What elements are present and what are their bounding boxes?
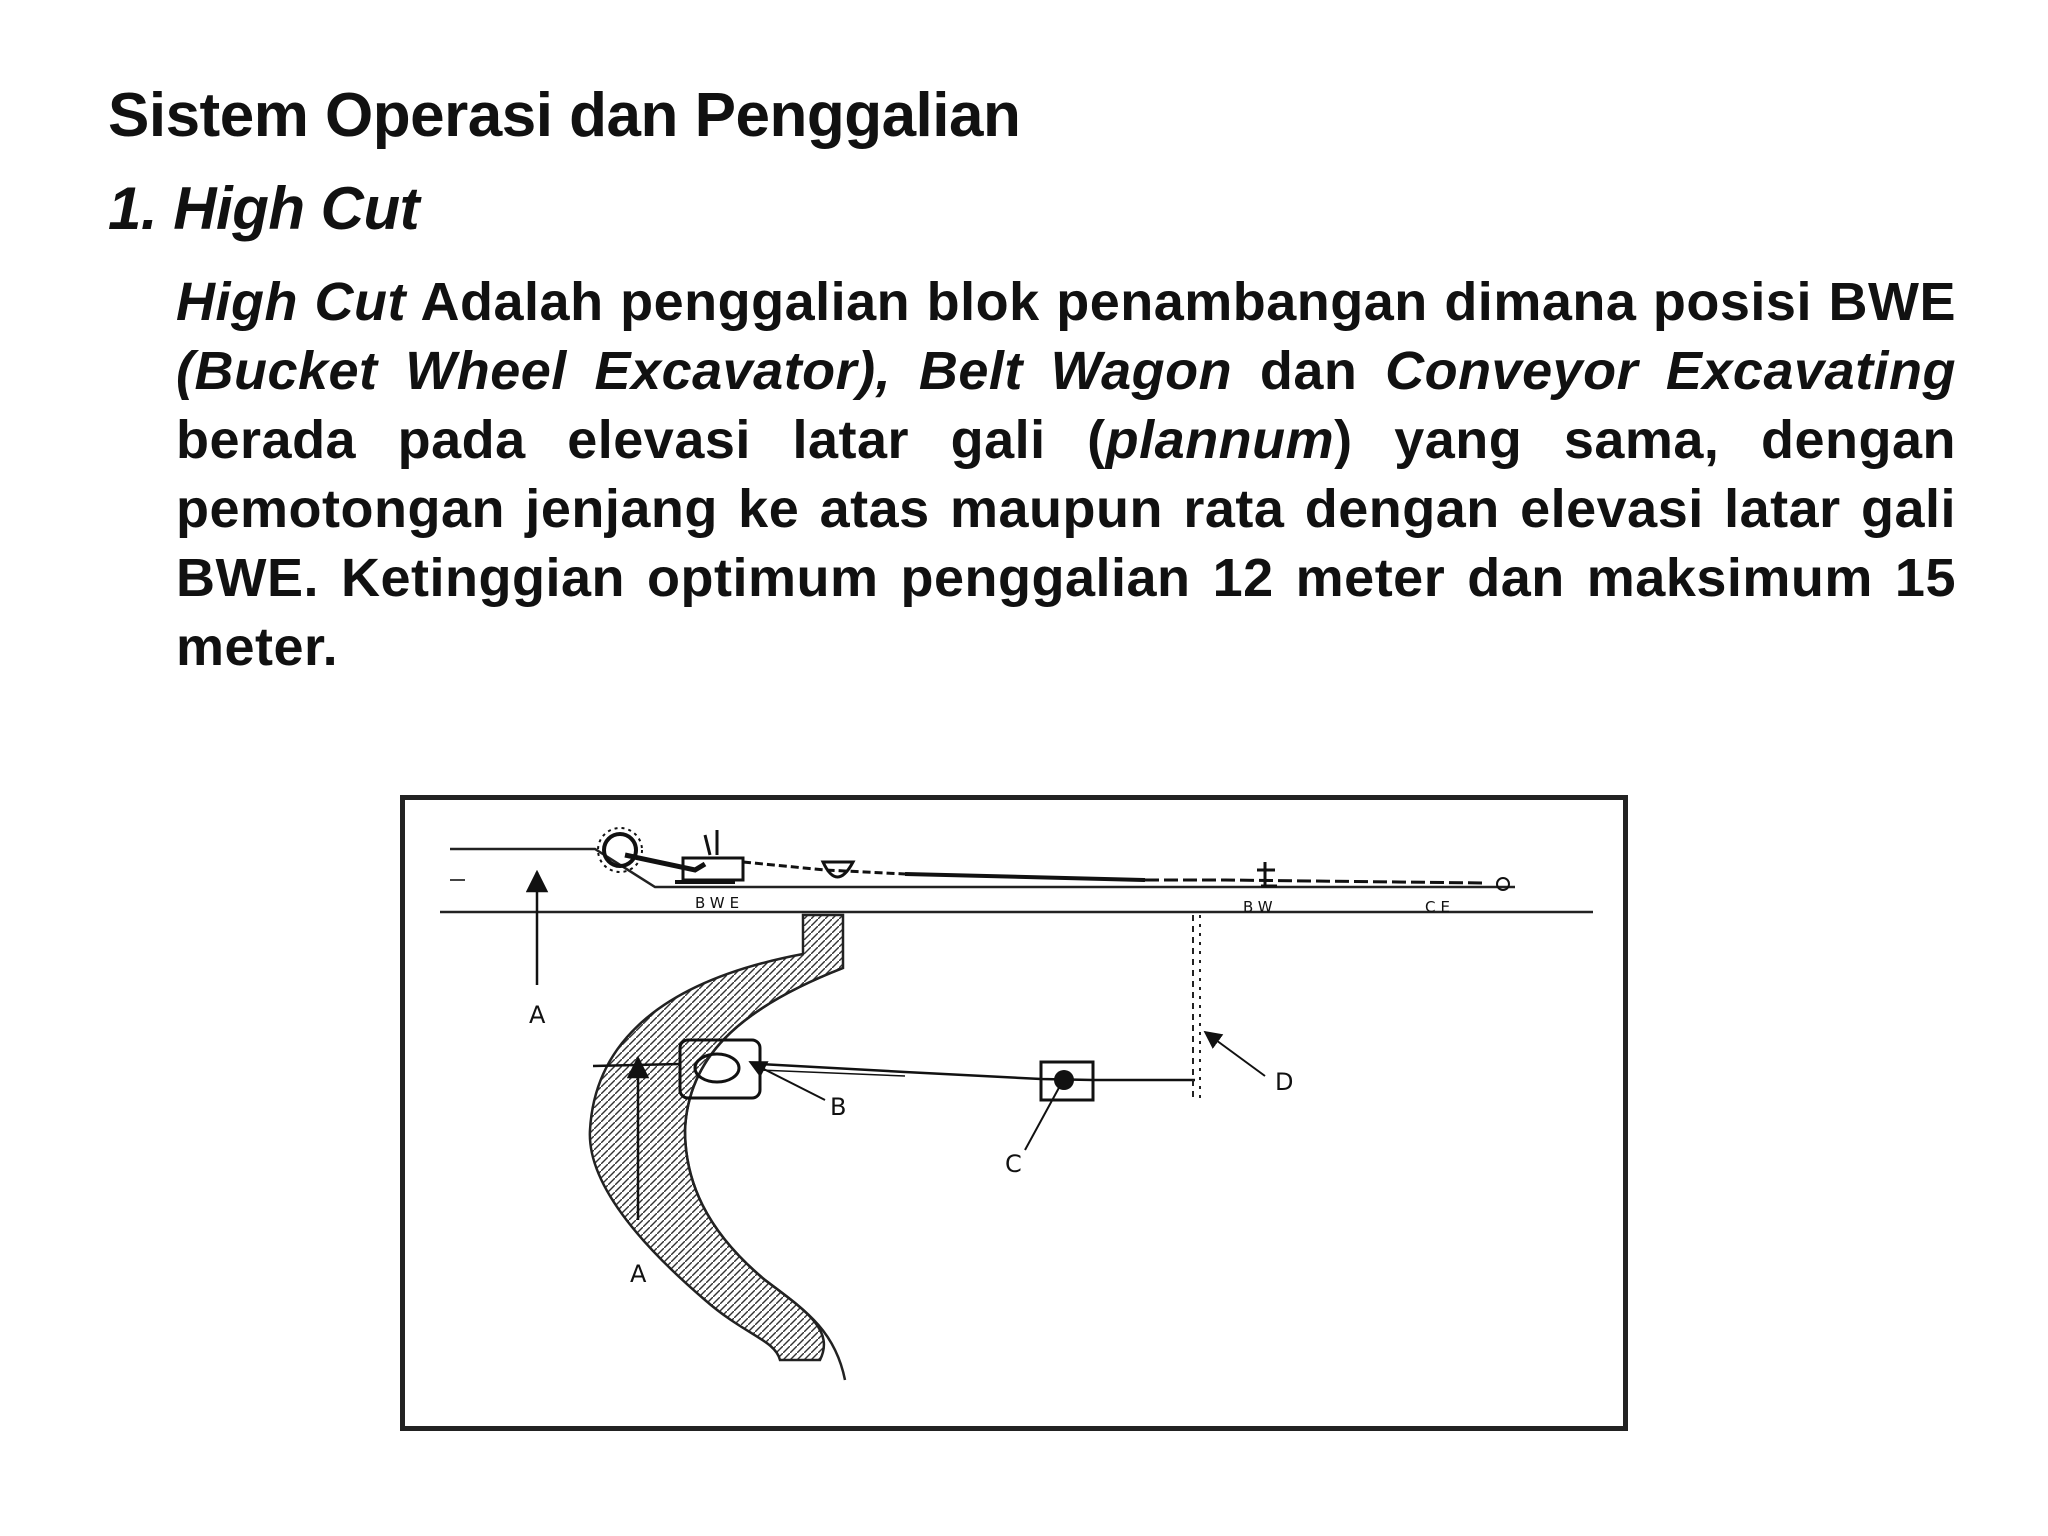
term-conveyor-excavating: Conveyor Excavating (1385, 341, 1957, 401)
term-plannum: plannum (1105, 410, 1335, 470)
label-bw: BW (1243, 898, 1278, 916)
leader-d (1205, 1032, 1265, 1076)
term-high-cut: High Cut (176, 272, 406, 332)
paragraph-text-2: dan (1232, 341, 1386, 401)
label-a-bottom: A (630, 1260, 647, 1288)
side-elevation (440, 828, 1593, 916)
body-paragraph (176, 268, 1956, 682)
section-heading: 1. High Cut (108, 175, 420, 242)
diagram-drawing (405, 800, 1623, 1426)
label-ce: CE (1425, 898, 1455, 916)
plan-view (590, 915, 1200, 1380)
label-b: B (830, 1093, 847, 1121)
term-bwe-belt-wagon: (Bucket Wheel Excavator), Belt Wagon (176, 341, 1233, 401)
paragraph-text-1: Adalah penggalian blok penambangan dimana posisi BWE (405, 272, 1956, 332)
high-cut-diagram (400, 795, 1628, 1431)
paragraph-text-3: berada pada elevasi latar gali ( (176, 410, 1106, 470)
label-c: C (1005, 1150, 1022, 1178)
label-bwe: BWE (695, 894, 745, 912)
label-a-top: A (529, 1001, 546, 1029)
page-title: Sistem Operasi dan Penggalian (108, 81, 1021, 150)
label-d: D (1275, 1068, 1294, 1096)
paragraph-text-4: ) yang sama, dengan pemotongan jenjang ke atas maupun rata dengan elevasi latar gali BWE. Ketinggian optimum penggalian 12 meter dan maksimum 15 meter. (176, 410, 1956, 677)
leader-c (1025, 1084, 1061, 1150)
